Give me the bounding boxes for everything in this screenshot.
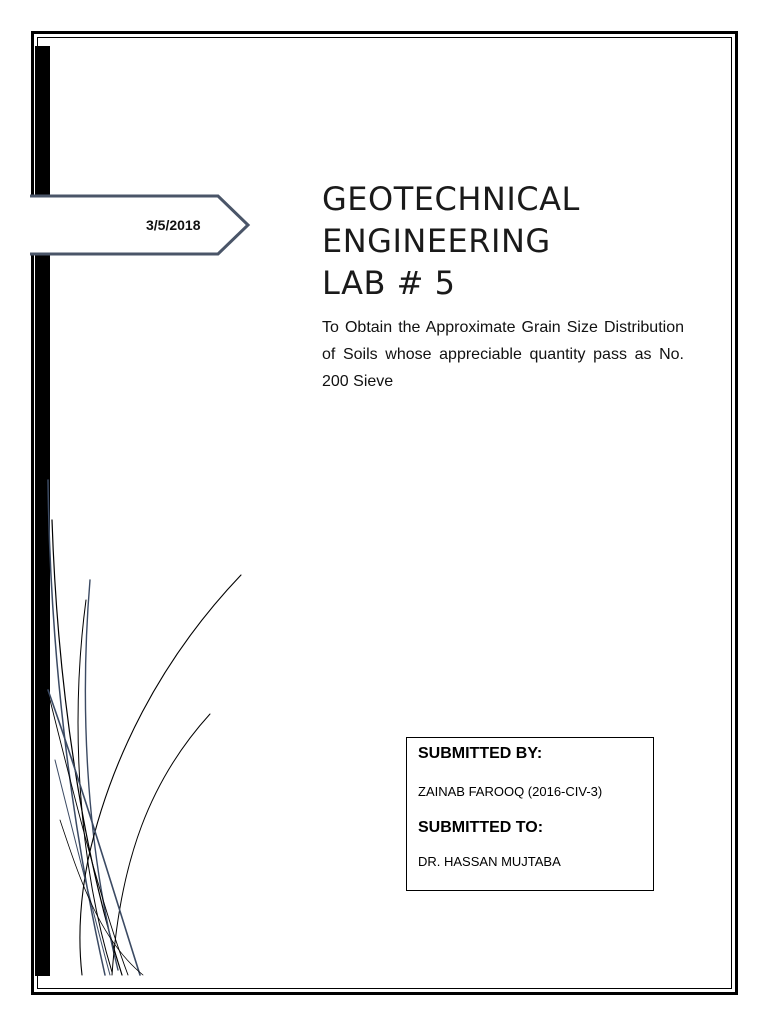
submitted-by-value: ZAINAB FAROOQ (2016-CIV-3)	[418, 784, 603, 799]
page-title	[322, 178, 702, 304]
cover-date: 3/5/2018	[146, 217, 201, 233]
title-line-3: LAB # 5	[322, 264, 456, 302]
submitted-to-label: SUBMITTED TO:	[418, 819, 544, 836]
page-subtitle: To Obtain the Approximate Grain Size Distribution of Soils whose appreciable quantity pass as No. 200 Sieve	[322, 319, 684, 390]
submission-box	[406, 737, 654, 891]
submitted-by-label: SUBMITTED BY:	[418, 745, 543, 762]
title-line-2: ENGINEERING	[322, 222, 551, 260]
left-side-bar	[35, 46, 50, 976]
title-line-1: GEOTECHNICAL	[322, 180, 580, 218]
submitted-to-value: DR. HASSAN MUJTABA	[418, 854, 561, 869]
